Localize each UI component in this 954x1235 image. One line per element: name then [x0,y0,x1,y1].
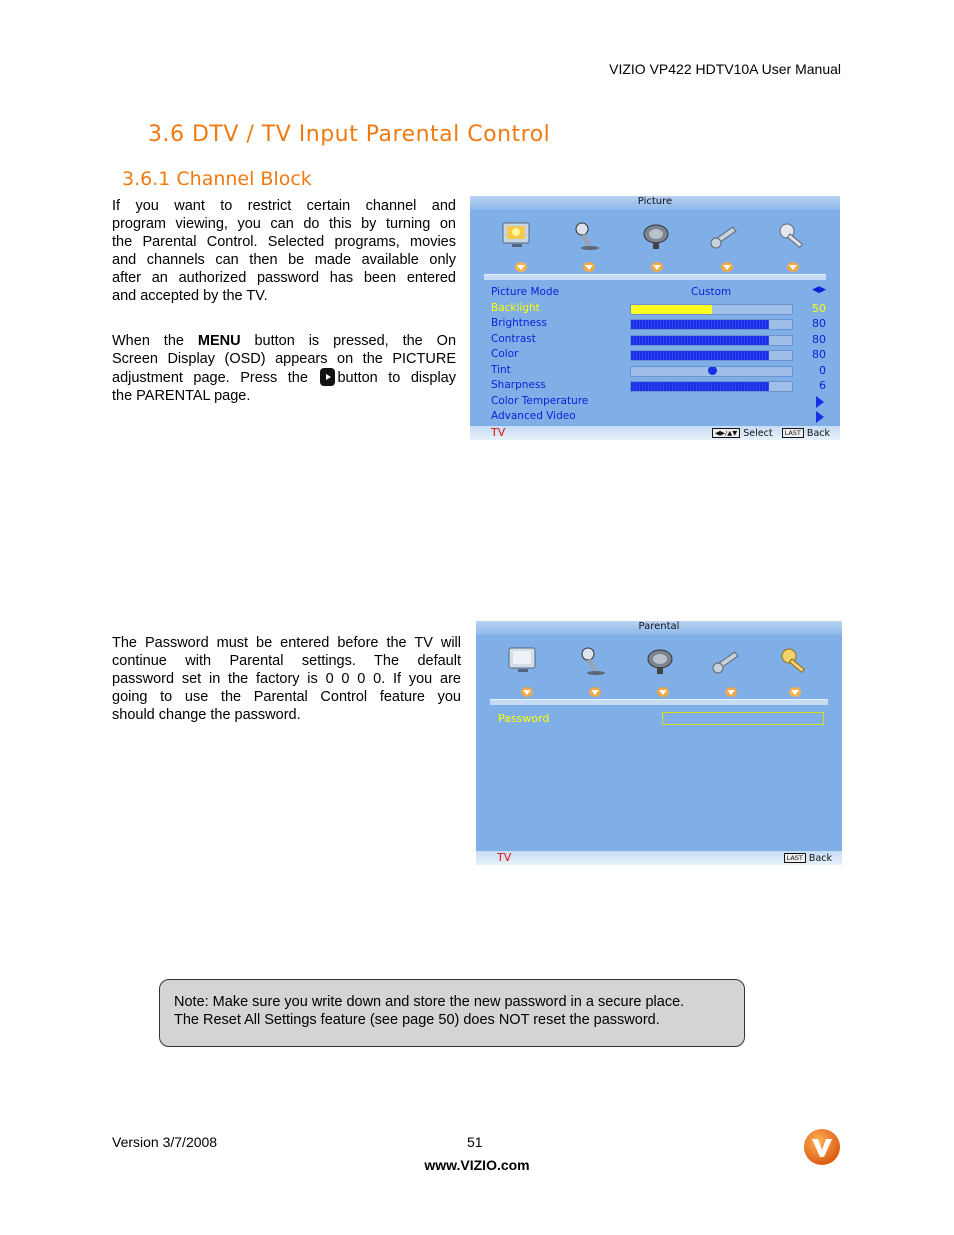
last-key-icon: LAST [782,428,804,438]
osd-icon-row [470,216,840,276]
manual-title: VIZIO VP422 HDTV10A User Manual [609,61,841,77]
back-hint: Back [806,428,830,439]
password-paragraph [112,634,461,724]
select-hint: Select [743,428,773,439]
left-right-arrows-icon: ◀▶ [812,285,826,295]
wrench-icon [710,645,744,677]
osd-picture-screen [470,196,840,440]
osd-divider [484,274,826,280]
note-line: Note: Make sure you write down and store the new password in a secure place. [174,994,685,1010]
slider-value: 80 [812,332,826,346]
osd-footer [476,851,842,865]
vizio-logo-icon [803,1128,841,1166]
nav-keys-icon: ◀▶/▲▼ [712,428,740,438]
password-line: password set in the factory is 0 0 0 0. If you are [112,671,461,687]
slider-fill [631,382,769,391]
intro-line: after an authorized password has been entered [112,270,456,286]
picture-mode-value: Custom [691,286,732,298]
microphone-icon [570,220,604,252]
picture-menu-item[interactable]: Sharpness [491,379,546,391]
tab-marker-icon [656,683,670,695]
selected-tab-marker-icon [514,258,528,270]
last-key-icon: LAST [784,853,806,863]
tab-marker-icon [588,683,602,695]
slider-knob[interactable] [708,366,717,375]
subsection-title: 3.6.1 Channel Block [122,168,312,190]
password-input[interactable] [662,712,824,725]
menu-line: the PARENTAL page. [112,388,251,404]
version-label: Version 3/7/2008 [112,1134,218,1150]
right-arrow-button-icon [320,368,335,386]
tv-monitor-icon [500,220,534,252]
picture-menu-item[interactable]: Picture Mode [491,286,560,298]
slider-fill [631,320,769,329]
slider-value: 80 [812,317,826,330]
password-line: The Password must be entered before the TV will [112,635,461,651]
intro-line: and channels can then be made available only [112,252,456,268]
slider-bar[interactable] [630,350,793,361]
page-number: 51 [467,1134,483,1150]
key-icon [778,645,812,677]
menu-line: Screen Display (OSD) appears on the PICTURE [112,351,456,367]
intro-line: program viewing, you can do this by turning on [112,216,456,232]
slider-bar[interactable] [630,366,793,377]
intro-line: and accepted by the TV. [112,288,268,304]
menu-line-text: button to display [337,370,456,386]
menu-line-text: When the [112,333,198,349]
picture-menu-item[interactable]: Backlight [491,301,540,314]
intro-line: the Parental Control. Selected programs, movies [112,234,456,250]
menu-keyword: MENU [197,333,241,349]
osd-footer [470,426,840,440]
microphone-icon [576,645,610,677]
slider-value: 80 [812,348,826,361]
tab-marker-icon [520,683,534,695]
picture-menu-item[interactable]: Brightness [491,317,547,329]
tab-marker-icon [650,258,664,270]
submenu-arrow-icon[interactable] [816,396,824,408]
slider-bar[interactable] [630,319,793,330]
tab-marker-icon [720,258,734,270]
osd-help [781,853,832,864]
tab-marker-icon [724,683,738,695]
submenu-arrow-icon[interactable] [816,411,824,423]
selected-tab-marker-icon [788,683,802,695]
slider-bar[interactable] [630,335,793,346]
input-source-label: TV [491,426,506,439]
menu-line [112,332,456,350]
menu-line-text: button is pressed, the On [240,333,457,349]
menu-line [112,368,456,387]
picture-menu-item[interactable]: Color [491,348,519,360]
wrench-icon [708,220,742,252]
website-link[interactable]: www.VIZIO.com [424,1157,530,1173]
picture-menu-item[interactable]: Contrast [491,332,536,345]
osd-icon-row [476,641,842,701]
menu-line-text: adjustment page. Press the [112,370,319,386]
slider-value: 6 [819,379,826,392]
note-line: The Reset All Settings feature (see page 50) does NOT reset the password. [174,1012,660,1028]
osd-help [709,428,830,439]
satellite-dish-icon [640,220,674,252]
picture-menu-item[interactable]: Tint [491,363,511,376]
osd-divider [490,699,828,705]
tab-marker-icon [786,258,800,270]
intro-paragraph [112,197,456,305]
key-icon [776,220,810,252]
password-label: Password [498,712,550,725]
slider-fill [631,305,712,314]
intro-line: If you want to restrict certain channel and [112,198,456,214]
note-box [159,979,745,1047]
tab-marker-icon [582,258,596,270]
password-line: continue with Parental settings. The default [112,653,461,669]
osd-parental-screen [476,621,842,865]
slider-value: 0 [819,363,826,377]
osd-title: Picture [470,196,840,210]
slider-bar[interactable] [630,381,793,392]
picture-menu-item[interactable]: Color Temperature [491,394,589,407]
slider-value: 50 [812,301,826,315]
slider-bar[interactable] [630,304,793,315]
password-line: should change the password. [112,707,301,723]
password-line: going to use the Parental Control feature you [112,689,461,705]
menu-paragraph [112,332,456,405]
input-source-label: TV [497,851,512,864]
slider-fill [631,351,769,360]
section-title: 3.6 DTV / TV Input Parental Control [148,122,551,147]
slider-fill [631,336,769,345]
satellite-dish-icon [644,645,678,677]
tv-monitor-icon [506,645,540,677]
back-hint: Back [808,853,832,864]
picture-menu-item[interactable]: Advanced Video [491,410,576,422]
osd-title: Parental [476,621,842,635]
